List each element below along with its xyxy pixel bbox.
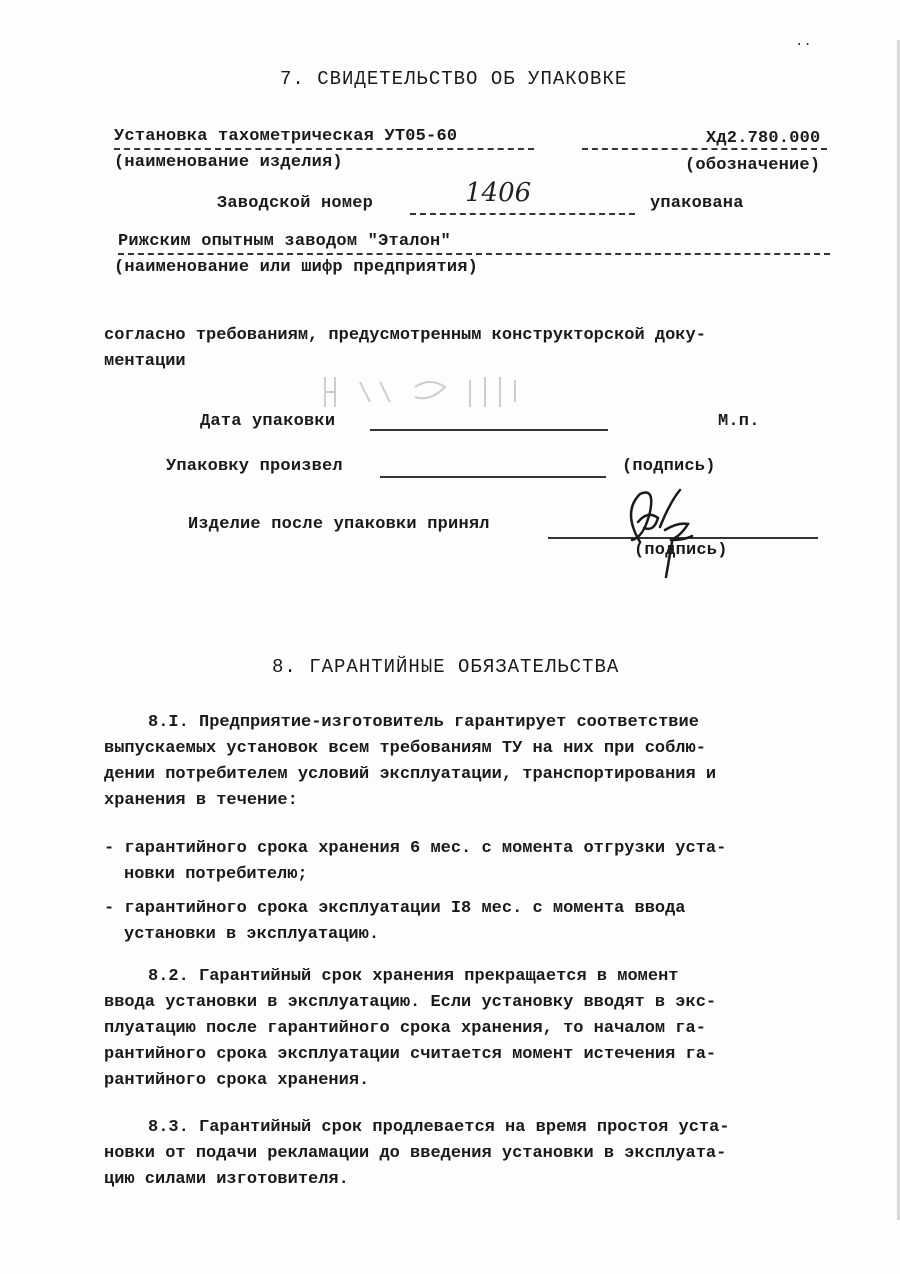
paragraph-line: цию силами изготовителя.: [104, 1170, 349, 1189]
bullet-line: новки потребителю;: [124, 865, 308, 884]
packer-signature-line: [380, 476, 606, 478]
faded-stamp-mark: [320, 372, 550, 410]
paragraph-line: новки от подачи рекламации до введения установки в эксплуата-: [104, 1144, 727, 1163]
serial-label: Заводской номер: [217, 194, 374, 213]
product-name: Установка тахометрическая УТ05-60: [114, 127, 458, 146]
pack-date-label: Дата упаковки: [200, 412, 336, 431]
paragraph-line: плуатацию после гарантийного срока хранения, то началом га-: [104, 1019, 706, 1038]
conformity-text: [104, 323, 834, 375]
paragraph-8-2: [104, 964, 834, 1094]
product-caption: (наименование изделия): [114, 153, 343, 172]
designation-value: Хд2.780.000: [706, 129, 821, 148]
paragraph-line: рантийного срока хранения.: [104, 1071, 370, 1090]
acceptor-caption: (подпись): [634, 541, 728, 560]
serial-line: [410, 213, 635, 215]
product-name-line: [114, 148, 534, 150]
paragraph-line: ввода установки в эксплуатацию. Если установку вводят в экс-: [104, 993, 717, 1012]
bullet-operation-period: [104, 896, 834, 948]
paragraph-line: дении потребителем условий эксплуатации, транспортирования и: [104, 765, 717, 784]
packer-label: Упаковку произвел: [166, 457, 343, 476]
conformity-line: ментации: [104, 352, 186, 371]
packed-label: упакована: [650, 194, 744, 213]
paragraph-line: выпускаемых установок всем требованиям ТУ на них при соблю-: [104, 739, 706, 758]
paragraph-line: 8.3. Гарантийный срок продлевается на время простоя уста-: [148, 1118, 730, 1137]
enterprise-line: [118, 253, 830, 255]
paragraph-line: хранения в течение:: [104, 791, 298, 810]
serial-value: 1406: [465, 178, 532, 208]
handwritten-signature: [610, 482, 720, 582]
stamp-place-label: М.п.: [718, 412, 760, 431]
bullet-storage-period: [104, 836, 834, 888]
designation-line: [582, 148, 827, 150]
pack-date-field: [370, 429, 608, 431]
bullet-line: - гарантийного срока эксплуатации I8 мес. с момента ввода: [104, 899, 686, 918]
page-mark: ..: [795, 34, 812, 50]
paragraph-line: 8.2. Гарантийный срок хранения прекращается в момент: [148, 967, 679, 986]
paragraph-line: 8.I. Предприятие-изготовитель гарантирует соответствие: [148, 713, 699, 732]
bullet-line: - гарантийного срока хранения 6 мес. с момента отгрузки уста-: [104, 839, 727, 858]
packer-caption: (подпись): [622, 457, 716, 476]
enterprise-caption: (наименование или шифр предприятия): [114, 258, 479, 277]
section-8-title: 8. ГАРАНТИЙНЫЕ ОБЯЗАТЕЛЬСТВА: [272, 656, 620, 678]
paragraph-line: рантийного срока эксплуатации считается момент истечения га-: [104, 1045, 717, 1064]
paragraph-8-3: [104, 1115, 834, 1193]
paragraph-8-1: [104, 710, 834, 814]
conformity-line: согласно требованиям, предусмотренным конструкторской доку-: [104, 326, 706, 345]
bullet-line: установки в эксплуатацию.: [124, 925, 380, 944]
section-7-title: 7. СВИДЕТЕЛЬСТВО ОБ УПАКОВКЕ: [280, 68, 628, 90]
acceptor-label: Изделие после упаковки принял: [188, 515, 490, 534]
enterprise-name: Рижским опытным заводом "Эталон": [118, 232, 451, 251]
designation-caption: (обозначение): [685, 156, 821, 175]
